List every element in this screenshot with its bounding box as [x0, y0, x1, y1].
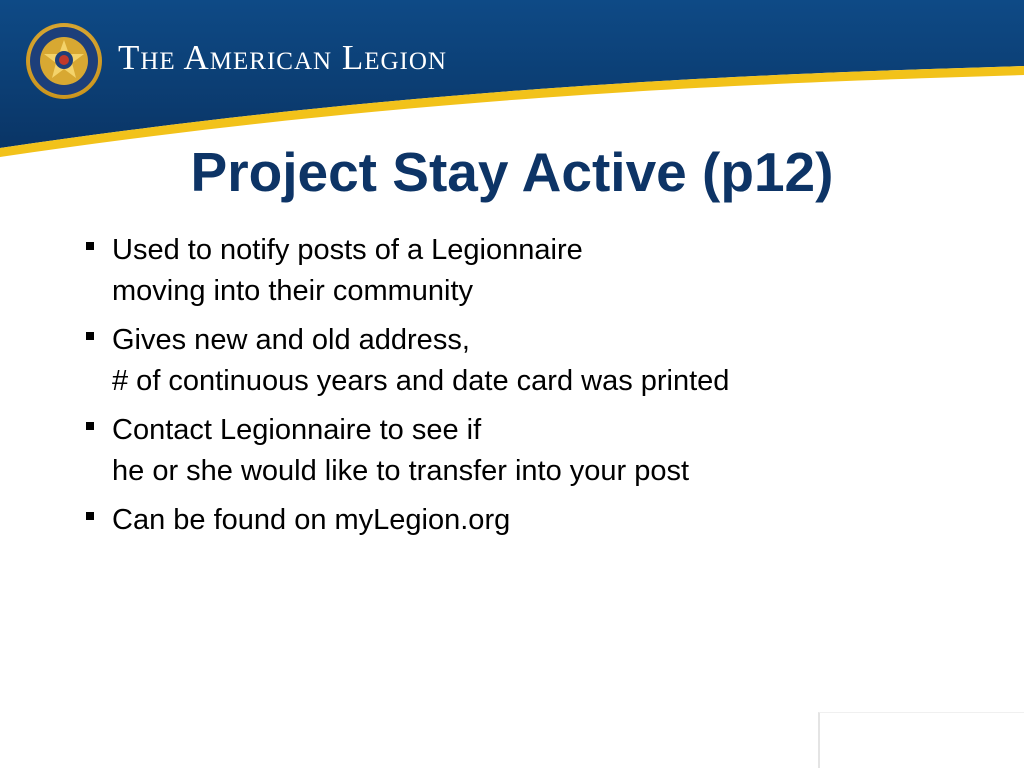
bullet-line: # of continuous years and date card was printed: [112, 365, 730, 397]
bullet-item: [84, 230, 984, 312]
american-legion-emblem-icon: [26, 23, 102, 99]
bullet-item: [84, 320, 984, 402]
bullet-square-icon: [86, 422, 94, 430]
bullet-line: Used to notify posts of a Legionnaire: [112, 234, 583, 266]
bullet-line: moving into their community: [112, 275, 474, 307]
bullet-line: Contact Legionnaire to see if: [112, 414, 482, 446]
corner-frame: [818, 712, 1024, 768]
bullet-line: Gives new and old address,: [112, 324, 470, 356]
bullet-square-icon: [86, 242, 94, 250]
org-name: The American Legion: [118, 38, 447, 77]
bullet-square-icon: [86, 332, 94, 340]
bullet-item: [84, 500, 984, 541]
bullet-item: [84, 410, 984, 492]
bullet-list: [84, 230, 984, 549]
bullet-line: Can be found on myLegion.org: [112, 504, 511, 536]
bullet-square-icon: [86, 512, 94, 520]
slide-title: Project Stay Active (p12): [190, 141, 834, 203]
bullet-line: he or she would like to transfer into your post: [112, 455, 690, 487]
